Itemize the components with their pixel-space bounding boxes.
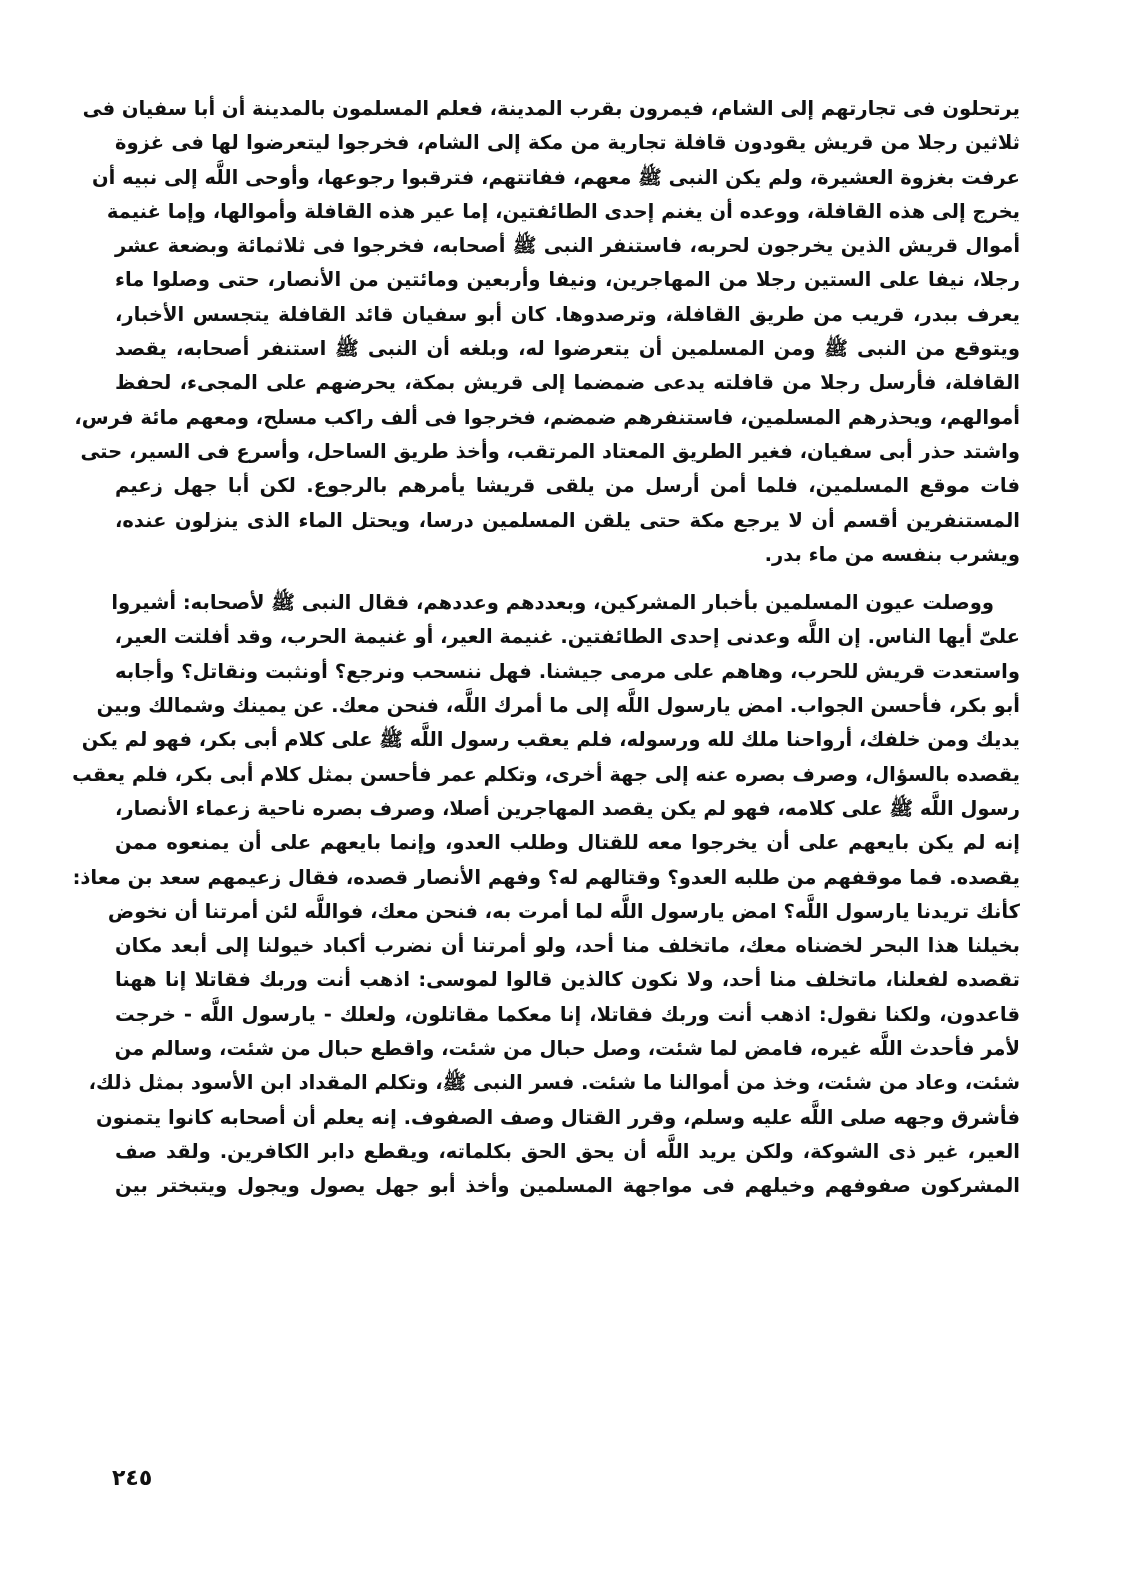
text-line: بخيلنا هذا البحر لخضناه معك، ماتخلف منا أحد، ولو أمرتنا أن نضرب أكباد خيولنا إلى أبعد مكان bbox=[115, 934, 1020, 958]
paragraph-1 bbox=[74, 92, 1020, 572]
text-line: أموالهم، ويحذرهم المسلمين، فاستنفرهم ضمضم، فخرجوا فى ألف راكب مسلح، ومعهم مائة فرس، bbox=[74, 405, 1020, 429]
text-line: يقصده. فما موقفهم من طلبه العدو؟ وقتالهم له؟ وفهم الأنصار قصده، فقال زعيمهم سعد بن معاذ: bbox=[72, 865, 1020, 889]
text-line: شئت، وعاد من شئت، وخذ من أموالنا ما شئت. فسر النبى ﷺ، وتكلم المقداد ابن الأسود بمثل ذلك، bbox=[88, 1071, 1020, 1095]
page-number: ٢٤٥ bbox=[112, 1466, 153, 1491]
text-line: يخرج إلى هذه القافلة، ووعده أن يغنم إحدى الطائفتين، إما عير هذه القافلة وأموالها، وإما غنيمة bbox=[106, 199, 1020, 223]
text-line: يقصده بالسؤال، وصرف بصره عنه إلى جهة أخرى، وتكلم عمر فأحسن بمثل كلام أبى بكر، فلم يعقب bbox=[72, 762, 1020, 786]
text-line: المشركون صفوفهم وخيلهم فى مواجهة المسلمين وأخذ أبو جهل يصول ويجول ويتبختر بين bbox=[115, 1174, 1020, 1198]
text-line: عرفت بغزوة العشيرة، ولم يكن النبى ﷺ معهم، ففاتتهم، فترقبوا رجوعها، وأوحى اللَّه إلى نبيه أن bbox=[92, 165, 1020, 189]
text-line: رجلا، نيفا على الستين رجلا من المهاجرين، ونيفا وأربعين ومائتين من الأنصار، حتى وصلوا ماء bbox=[115, 268, 1020, 292]
text-line: ويتوقع من النبى ﷺ ومن المسلمين أن يتعرضوا له، وبلغه أن النبى ﷺ استنفر أصحابه، يقصد bbox=[115, 337, 1020, 361]
text-line: يعرف ببدر، قريب من طريق القافلة، وترصدوها. كان أبو سفيان قائد القافلة يتجسس الأخبار، bbox=[115, 302, 1020, 326]
text-line: رسول اللَّه ﷺ على كلامه، فهو لم يكن يقصد المهاجرين أصلا، وصرف بصره ناحية زعماء الأنصار، bbox=[115, 796, 1020, 820]
text-line: المستنفرين أقسم أن لا يرجع مكة حتى يلقن المسلمين درسا، ويحتل الماء الذى ينزلون عنده، bbox=[115, 508, 1020, 532]
text-line: يديك ومن خلفك، أرواحنا ملك لله ورسوله، فلم يعقب رسول اللَّه ﷺ على كلام أبى بكر، فهو لم يكن bbox=[81, 728, 1020, 752]
text-line: ويشرب بنفسه من ماء بدر. bbox=[764, 542, 1020, 566]
text-line: قاعدون، ولكنا نقول: اذهب أنت وربك فقاتلا، إنا معكما مقاتلون، ولعلك - يارسول اللَّه - خرجت bbox=[115, 1002, 1020, 1026]
text-line: يرتحلون فى تجارتهم إلى الشام، فيمرون بقرب المدينة، فعلم المسلمون بالمدينة أن أبا سفيان فى bbox=[82, 97, 1020, 120]
text-line: كأنك تريدنا يارسول اللَّه؟ امض يارسول اللَّه لما أمرت به، فنحن معك، فواللَّه لئن أمرتنا أن نخوض bbox=[107, 899, 1020, 923]
text-line: علىّ أيها الناس. إن اللَّه وعدنى إحدى الطائفتين. غنيمة العير، أو غنيمة الحرب، وقد أفلتت العير، bbox=[114, 625, 1020, 649]
paragraph-2 bbox=[72, 586, 1020, 1203]
text-line: تقصده لفعلنا، ماتخلف منا أحد، ولا نكون كالذين قالوا لموسى: اذهب أنت وربك فقاتلا إنا ههنا bbox=[115, 968, 1020, 992]
text-line: العير، غير ذى الشوكة، ولكن يريد اللَّه أن يحق الحق بكلماته، ويقطع دابر الكافرين. ولقد صف bbox=[115, 1139, 1020, 1163]
text-line: القافلة، فأرسل رجلا من قافلته يدعى ضمضما إلى قريش بمكة، يحرضهم على المجىء، لحفظ bbox=[115, 371, 1020, 395]
text-line: لأمر فأحدث اللَّه غيره، فامض لما شئت، وصل حبال من شئت، واقطع حبال من شئت، وسالم من bbox=[114, 1037, 1020, 1061]
text-line: ثلاثين رجلا من قريش يقودون قافلة تجارية من مكة إلى الشام، فخرجوا ليتعرضوا لها فى غزوة bbox=[115, 131, 1020, 155]
text-line: واشتد حذر أبى سفيان، فغير الطريق المعتاد المرتقب، وأخذ طريق الساحل، وأسرع فى السير، حتى bbox=[80, 439, 1020, 463]
text-line: ووصلت عيون المسلمين بأخبار المشركين، وبعددهم وعددهم، فقال النبى ﷺ لأصحابه: أشيروا bbox=[111, 591, 994, 615]
text-line: إنه لم يكن بايعهم على أن يخرجوا معه للقتال وطلب العدو، وإنما بايعهم على أن يمنعوه ممن bbox=[115, 831, 1020, 855]
text-line: فأشرق وجهه صلى اللَّه عليه وسلم، وقرر القتال وصف الصفوف. إنه يعلم أن أصحابه كانوا يتمنون bbox=[96, 1105, 1020, 1129]
page-body bbox=[72, 92, 1020, 1204]
text-line: أموال قريش الذين يخرجون لحربه، فاستنفر النبى ﷺ أصحابه، فخرجوا فى ثلاثمائة وبضعة عشر bbox=[115, 234, 1020, 258]
text-line: واستعدت قريش للحرب، وهاهم على مرمى جيشنا. فهل ننسحب ونرجع؟ أونثبت ونقاتل؟ وأجابه bbox=[115, 659, 1020, 683]
text-line: أبو بكر، فأحسن الجواب. امض يارسول اللَّه إلى ما أمرك اللَّه، فنحن معك. عن يمينك وشمالك وبين bbox=[96, 694, 1020, 718]
text-line: فات موقع المسلمين، فلما أمن أرسل من يلقى قريشا يأمرهم بالرجوع. لكن أبا جهل زعيم bbox=[115, 474, 1020, 498]
